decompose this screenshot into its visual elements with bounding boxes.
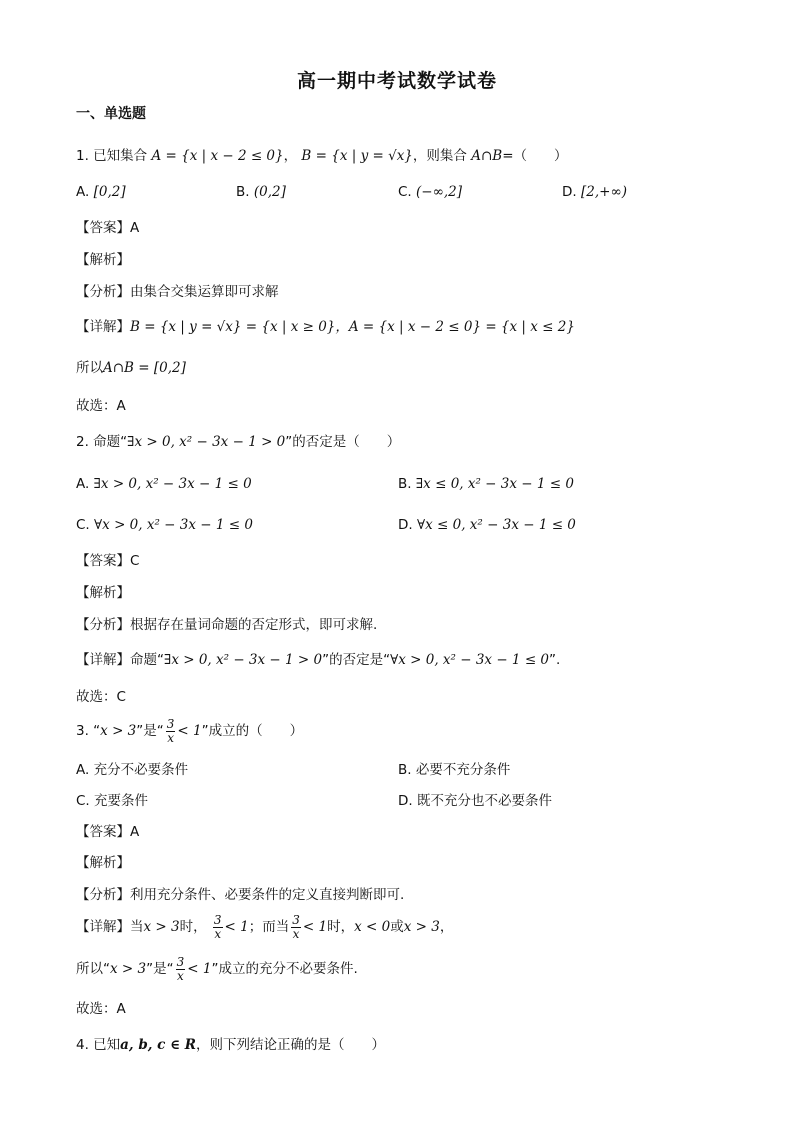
q3-fenxi: 【分析】利用充分条件、必要条件的定义直接判断即可. (76, 887, 405, 903)
q3-option-a: A. 充分不必要条件 (76, 762, 189, 778)
q1-option-b: B. (0,2] (236, 184, 286, 200)
q1-xiangjie (76, 317, 575, 337)
question-1-stem (76, 146, 568, 166)
q3-option-b: B. 必要不充分条件 (398, 762, 511, 778)
q1-stem-text: 1. 已知集合 (76, 148, 148, 164)
q3-option-c: C. 充要条件 (76, 793, 149, 809)
q1-set-b: B = {x | y = √x} (301, 148, 413, 164)
q1-stem-text-2: ，则集合 (412, 148, 467, 164)
page-title: 高一期中考试数学试卷 (296, 70, 497, 92)
q1-intersection: A∩B (471, 148, 503, 164)
q2-analysis-heading: 【解析】 (76, 585, 130, 601)
q1-set-a: A = {x | x − 2 ≤ 0} (151, 148, 284, 164)
q1-guxuan: 故选：A (76, 398, 126, 414)
q3-option-d: D. 既不充分也不必要条件 (398, 793, 552, 809)
q2-option-b: B. ∃x ≤ 0, x² − 3x − 1 ≤ 0 (398, 476, 574, 492)
q2-option-a: A. ∃x > 0, x² − 3x − 1 ≤ 0 (76, 476, 252, 492)
q1-suoyi-math: A∩B = [0,2] (103, 360, 186, 376)
q2-xiangjie: 【详解】命题“∃x > 0, x² − 3x − 1 > 0”的否定是“∀x > 0, x² − 3x − 1 ≤ 0”. (76, 652, 561, 668)
q1-answer: 【答案】A (76, 220, 140, 236)
q1-fenxi: 【分析】由集合交集运算即可求解 (76, 284, 279, 300)
q3-fraction: $\frac{3}{x}$ (166, 716, 175, 745)
q1-suoyi (76, 358, 186, 378)
q2-guxuan: 故选：C (76, 689, 126, 705)
question-2-stem: 2. 命题“∃x > 0, x² − 3x − 1 > 0”的否定是（ ） (76, 434, 401, 450)
q2-option-c: C. ∀x > 0, x² − 3x − 1 ≤ 0 (76, 517, 253, 533)
q1-option-a: A. [0,2] (76, 184, 126, 200)
q1-option-c: C. (−∞,2] (398, 184, 462, 200)
q2-option-d: D. ∀x ≤ 0, x² − 3x − 1 ≤ 0 (398, 517, 576, 533)
section-heading: 一、单选题 (76, 106, 146, 122)
q1-stem-text-3: =（ ） (502, 148, 568, 164)
q3-suoyi: 所以“x > 3”是“ $\frac{3}{x}$ < 1”成立的充分不必要条件. (76, 954, 358, 983)
q2-answer: 【答案】C (76, 553, 140, 569)
q2-fenxi: 【分析】根据存在量词命题的否定形式，即可求解. (76, 617, 378, 633)
q3-analysis-heading: 【解析】 (76, 855, 130, 871)
q3-guxuan: 故选：A (76, 1001, 126, 1017)
q1-comma: ， (283, 148, 298, 164)
q2-stem-math: ∃x > 0, x² − 3x − 1 > 0 (127, 434, 286, 450)
question-4-stem: 4. 已知a, b, c ∈ R，则下列结论正确的是（ ） (76, 1037, 385, 1053)
q1-xiangjie-label: 【详解】 (76, 319, 130, 335)
question-3-stem: 3. “x > 3”是“ $\frac{3}{x}$ < 1”成立的（ ） (76, 716, 304, 745)
q3-xiangjie: 【详解】当x > 3时， $\frac{3}{x}$ < 1；而当 $\frac{3}{x}$ < 1时，x < 0或x > 3， (76, 912, 454, 941)
q1-xiangjie-math: B = {x | y = √x} = {x | x ≥ 0}，A = {x | x − 2 ≤ 0} = {x | x ≤ 2} (130, 319, 575, 335)
q1-analysis-heading: 【解析】 (76, 252, 130, 268)
q1-option-d: D. [2,+∞) (562, 184, 627, 200)
q1-suoyi-label: 所以 (76, 360, 103, 376)
q3-answer: 【答案】A (76, 824, 140, 840)
